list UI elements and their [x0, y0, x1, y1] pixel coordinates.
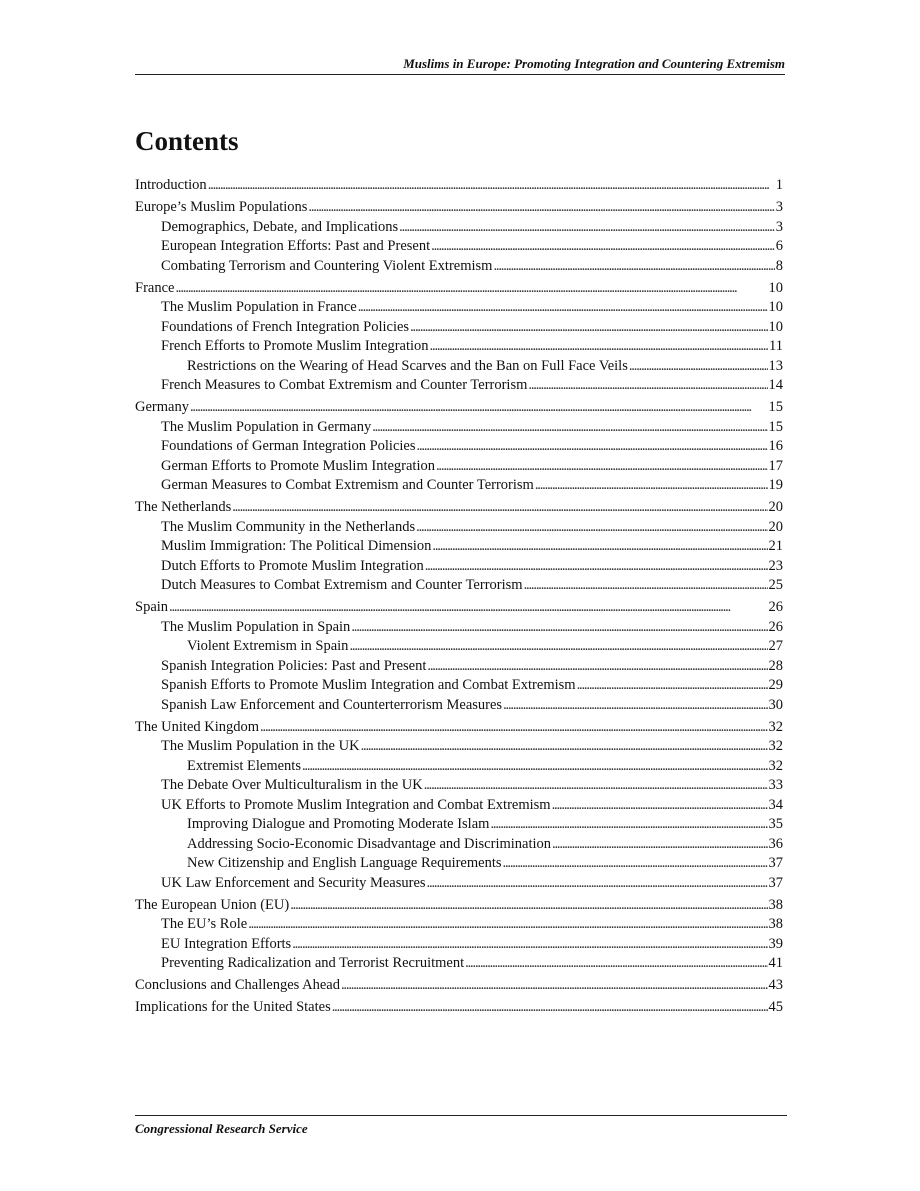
toc-entry-label[interactable]: New Citizenship and English Language Requirements: [187, 855, 502, 871]
toc-dot-leader: [416, 518, 767, 538]
toc-page-number[interactable]: 41: [768, 955, 783, 971]
toc-entry[interactable]: [135, 737, 783, 757]
toc-entry[interactable]: [135, 576, 783, 596]
toc-entry[interactable]: [135, 637, 783, 657]
toc-entry-label[interactable]: France: [135, 279, 175, 296]
toc-entry-label[interactable]: Germany: [135, 399, 189, 415]
toc-page-number[interactable]: 28: [768, 657, 783, 674]
toc-dot-leader: [349, 637, 767, 657]
toc-page-number[interactable]: 26: [768, 599, 783, 615]
toc-entry-label[interactable]: French Measures to Combat Extremism and Counter Terrorism: [161, 377, 528, 393]
toc-entry[interactable]: [135, 298, 783, 318]
toc-page-number[interactable]: 32: [768, 738, 783, 754]
toc-dot-leader: [292, 935, 767, 955]
toc-dot-leader: [341, 976, 768, 996]
toc-dot-leader: [358, 298, 768, 318]
toc-entry[interactable]: [135, 337, 783, 357]
toc-page-number[interactable]: 45: [768, 999, 783, 1015]
toc-entry-label[interactable]: The Netherlands: [135, 499, 232, 515]
toc-page-number[interactable]: 25: [768, 577, 783, 593]
toc-page-number[interactable]: 15: [768, 399, 783, 415]
toc-dot-leader: [503, 696, 767, 716]
toc-entry-label[interactable]: The Debate Over Multiculturalism in the UK: [161, 777, 423, 793]
toc-page-number[interactable]: 8: [775, 257, 783, 274]
toc-entry-label[interactable]: Addressing Socio-Economic Disadvantage and Discrimination: [187, 835, 552, 852]
toc-entry[interactable]: [135, 796, 783, 816]
toc-page-number[interactable]: 30: [768, 696, 783, 713]
toc-dot-leader: [424, 776, 768, 796]
toc-entry[interactable]: [135, 398, 783, 418]
toc-entry-label[interactable]: Muslim Immigration: The Political Dimension: [161, 538, 432, 554]
table-of-contents: [135, 176, 783, 1018]
toc-entry[interactable]: [135, 815, 783, 835]
toc-dot-leader: [302, 757, 768, 777]
toc-dot-leader: [425, 557, 768, 577]
toc-entry-label[interactable]: Europe’s Muslim Populations: [135, 199, 308, 215]
toc-entry-label[interactable]: The European Union (EU): [135, 896, 290, 913]
toc-entry-label[interactable]: Spanish Integration Policies: Past and Present: [161, 657, 427, 674]
toc-dot-leader: [290, 896, 767, 916]
toc-page-number[interactable]: 23: [768, 557, 783, 574]
toc-entry[interactable]: [135, 915, 783, 935]
toc-entry-label[interactable]: Foundations of French Integration Policies: [161, 318, 410, 335]
toc-dot-leader: [524, 576, 768, 596]
toc-page-number[interactable]: 32: [768, 718, 783, 735]
toc-dot-leader: [260, 718, 767, 738]
toc-entry[interactable]: [135, 457, 783, 477]
toc-page-number[interactable]: 13: [768, 357, 783, 374]
toc-entry-label[interactable]: German Measures to Combat Extremism and Counter Terrorism: [161, 477, 534, 493]
toc-entry-label[interactable]: Dutch Efforts to Promote Muslim Integration: [161, 557, 424, 574]
toc-page-number[interactable]: 15: [768, 418, 783, 435]
toc-entry-label[interactable]: Introduction: [135, 177, 207, 193]
running-footer: Congressional Research Service: [135, 1115, 787, 1137]
toc-entry[interactable]: [135, 237, 783, 257]
toc-dot-leader: [190, 398, 768, 418]
toc-page-number[interactable]: 17: [768, 457, 783, 474]
toc-entry-label[interactable]: UK Law Enforcement and Security Measures: [161, 874, 426, 891]
toc-entry[interactable]: [135, 657, 783, 677]
toc-entry[interactable]: [135, 874, 783, 894]
toc-page-number[interactable]: 20: [768, 499, 783, 515]
toc-dot-leader: [427, 657, 767, 677]
toc-page-number[interactable]: 3: [775, 199, 783, 215]
toc-entry-label[interactable]: European Integration Efforts: Past and Present: [161, 238, 431, 254]
toc-entry-label[interactable]: German Efforts to Promote Muslim Integration: [161, 457, 435, 474]
toc-dot-leader: [248, 915, 767, 935]
toc-page-number[interactable]: 1: [775, 177, 783, 193]
toc-entry[interactable]: [135, 776, 783, 796]
toc-dot-leader: [332, 998, 768, 1018]
toc-entry[interactable]: [135, 437, 783, 457]
toc-page-number[interactable]: 10: [768, 318, 783, 335]
toc-entry[interactable]: [135, 557, 783, 577]
toc-page-number[interactable]: 29: [768, 677, 783, 693]
toc-page-number[interactable]: 16: [768, 438, 783, 454]
toc-entry-label[interactable]: Preventing Radicalization and Terrorist Recruitment: [161, 955, 465, 971]
toc-entry-label[interactable]: EU Integration Efforts: [161, 935, 292, 952]
toc-entry[interactable]: [135, 998, 783, 1018]
toc-entry[interactable]: [135, 854, 783, 874]
toc-entry-label[interactable]: The EU’s Role: [161, 916, 248, 932]
toc-entry-label[interactable]: The Muslim Community in the Netherlands: [161, 518, 416, 535]
toc-dot-leader: [208, 176, 775, 196]
toc-dot-leader: [490, 815, 767, 835]
toc-entry[interactable]: [135, 279, 783, 299]
toc-entry[interactable]: [135, 757, 783, 777]
toc-entry-label[interactable]: Conclusions and Challenges Ahead: [135, 977, 340, 993]
toc-entry-label[interactable]: Demographics, Debate, and Implications: [161, 218, 399, 235]
toc-entry[interactable]: [135, 835, 783, 855]
toc-dot-leader: [430, 337, 768, 357]
toc-page-number[interactable]: 21: [768, 538, 783, 554]
toc-page-number[interactable]: 35: [768, 816, 783, 832]
toc-dot-leader: [399, 218, 775, 238]
toc-entry-label[interactable]: French Efforts to Promote Muslim Integration: [161, 338, 429, 354]
toc-entry-label[interactable]: The Muslim Population in the UK: [161, 738, 360, 754]
toc-dot-leader: [528, 376, 767, 396]
toc-entry-label[interactable]: Spanish Efforts to Promote Muslim Integration and Combat Extremism: [161, 677, 576, 693]
toc-dot-leader: [431, 237, 775, 257]
toc-entry[interactable]: [135, 176, 783, 196]
toc-dot-leader: [361, 737, 768, 757]
toc-entry[interactable]: [135, 598, 783, 618]
toc-entry[interactable]: [135, 537, 783, 557]
toc-page-number[interactable]: 33: [768, 777, 783, 793]
toc-entry-label[interactable]: UK Efforts to Promote Muslim Integration and Combat Extremism: [161, 796, 551, 813]
toc-entry[interactable]: [135, 935, 783, 955]
toc-page-number[interactable]: 11: [769, 338, 783, 354]
toc-entry[interactable]: [135, 318, 783, 338]
running-header: Muslims in Europe: Promoting Integration and Countering Extremism: [135, 56, 785, 75]
toc-dot-leader: [465, 954, 767, 974]
toc-entry[interactable]: [135, 218, 783, 238]
toc-entry[interactable]: [135, 198, 783, 218]
toc-page-number[interactable]: 6: [775, 238, 783, 254]
toc-dot-leader: [629, 357, 768, 377]
toc-entry-label[interactable]: The Muslim Population in Germany: [161, 418, 372, 435]
toc-dot-leader: [169, 598, 767, 618]
toc-page-number[interactable]: 19: [768, 477, 783, 493]
toc-entry[interactable]: [135, 618, 783, 638]
toc-dot-leader: [535, 476, 768, 496]
toc-dot-leader: [351, 618, 767, 638]
toc-page-number[interactable]: 36: [768, 835, 783, 852]
toc-page-number[interactable]: 20: [768, 518, 783, 535]
page-title: Contents: [135, 126, 239, 156]
toc-entry[interactable]: [135, 257, 783, 277]
toc-entry[interactable]: [135, 896, 783, 916]
toc-entry-label[interactable]: Restrictions on the Wearing of Head Scarves and the Ban on Full Face Veils: [187, 357, 628, 374]
toc-dot-leader: [427, 874, 768, 894]
toc-dot-leader: [436, 457, 768, 477]
toc-dot-leader: [493, 257, 774, 277]
toc-entry-label[interactable]: Implications for the United States: [135, 999, 331, 1015]
toc-page-number[interactable]: 14: [768, 377, 783, 393]
toc-entry-label[interactable]: Foundations of German Integration Policies: [161, 438, 416, 454]
toc-page-number[interactable]: 27: [768, 638, 783, 654]
toc-page-number[interactable]: 10: [768, 279, 783, 296]
toc-page-number[interactable]: 43: [768, 977, 783, 993]
toc-page-number[interactable]: 37: [768, 874, 783, 891]
toc-dot-leader: [232, 498, 767, 518]
toc-dot-leader: [552, 796, 768, 816]
toc-entry[interactable]: [135, 376, 783, 396]
toc-page-number[interactable]: 26: [768, 618, 783, 635]
toc-page-number[interactable]: 34: [768, 796, 783, 813]
toc-entry-label[interactable]: The Muslim Population in Spain: [161, 618, 351, 635]
toc-entry-label[interactable]: Spain: [135, 599, 169, 615]
toc-entry[interactable]: [135, 418, 783, 438]
toc-entry-label[interactable]: Extremist Elements: [187, 757, 301, 774]
toc-entry-label[interactable]: Spanish Law Enforcement and Counterterrorism Measures: [161, 696, 503, 713]
toc-page-number[interactable]: 39: [768, 935, 783, 952]
toc-entry[interactable]: [135, 718, 783, 738]
toc-entry[interactable]: [135, 954, 783, 974]
toc-dot-leader: [372, 418, 767, 438]
toc-dot-leader: [577, 676, 768, 696]
toc-entry[interactable]: [135, 676, 783, 696]
toc-page-number[interactable]: 37: [768, 855, 783, 871]
toc-entry-label[interactable]: The United Kingdom: [135, 718, 260, 735]
toc-page-number[interactable]: 38: [768, 896, 783, 913]
toc-page-number[interactable]: 3: [775, 218, 783, 235]
toc-entry[interactable]: [135, 518, 783, 538]
toc-entry-label[interactable]: Improving Dialogue and Promoting Moderate Islam: [187, 816, 490, 832]
toc-dot-leader: [308, 198, 774, 218]
toc-dot-leader: [417, 437, 768, 457]
toc-dot-leader: [503, 854, 768, 874]
toc-dot-leader: [175, 279, 767, 299]
toc-entry-label[interactable]: Dutch Measures to Combat Extremism and Counter Terrorism: [161, 577, 523, 593]
toc-entry[interactable]: [135, 976, 783, 996]
toc-entry[interactable]: [135, 357, 783, 377]
toc-entry[interactable]: [135, 498, 783, 518]
toc-dot-leader: [410, 318, 767, 338]
toc-entry-label[interactable]: Combating Terrorism and Countering Violent Extremism: [161, 257, 493, 274]
toc-page-number[interactable]: 38: [768, 916, 783, 932]
toc-entry-label[interactable]: Violent Extremism in Spain: [187, 638, 349, 654]
toc-dot-leader: [432, 537, 767, 557]
toc-page-number[interactable]: 32: [768, 757, 783, 774]
toc-entry[interactable]: [135, 476, 783, 496]
toc-entry-label[interactable]: The Muslim Population in France: [161, 299, 357, 315]
toc-dot-leader: [552, 835, 767, 855]
toc-entry[interactable]: [135, 696, 783, 716]
toc-page-number[interactable]: 10: [768, 299, 783, 315]
